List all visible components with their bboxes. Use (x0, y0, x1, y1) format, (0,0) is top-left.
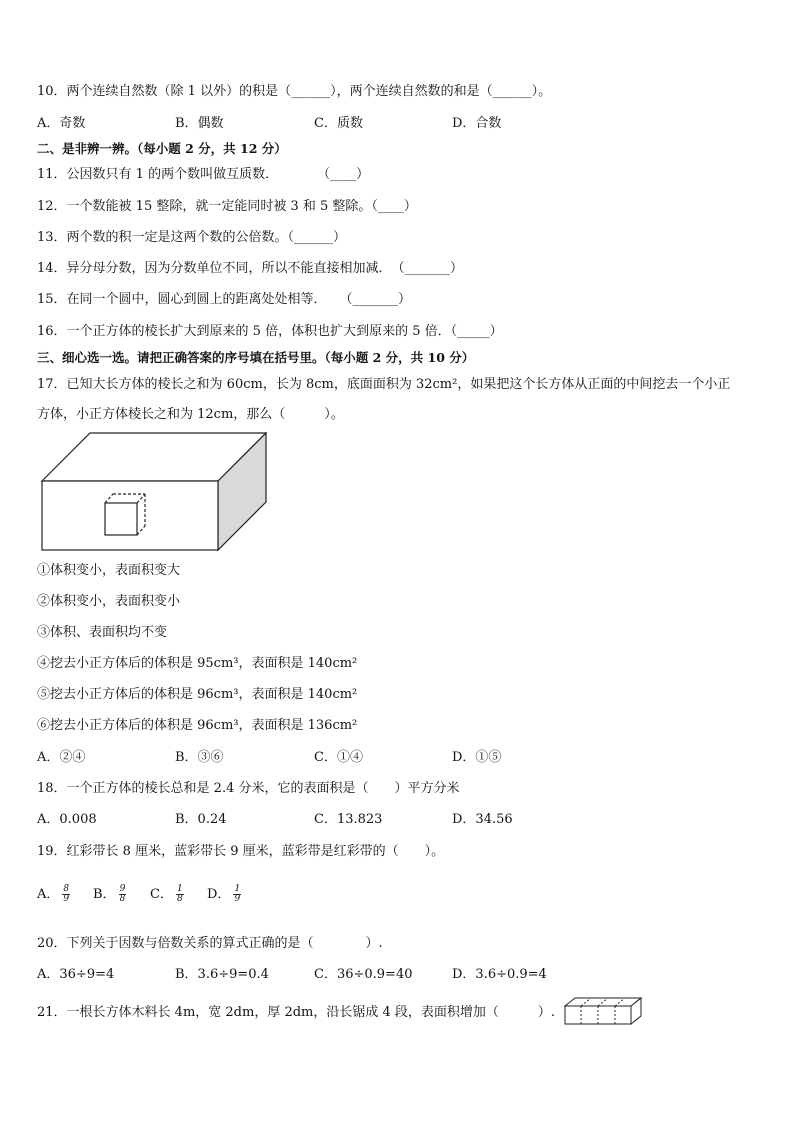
q19-option-d[interactable] (207, 885, 241, 904)
q17-statement-1: ①体积变小，表面积变大 (37, 563, 181, 578)
question-21-text: 21．一根长方体木料长 4m，宽 2dm，厚 2dm，沿长锯成 4 段，表面积增加（ ）. (37, 1005, 556, 1020)
q17-statement-4: ④挖去小正方体后的体积是 95cm³，表面积是 140cm² (37, 656, 358, 671)
q20-option-c[interactable]: C．36÷0.9=40 (314, 967, 413, 982)
question-18-text: 18．一个正方体的棱长总和是 2.4 分米，它的表面积是（ ）平方分米 (37, 781, 460, 796)
question-16-text: 16．一个正方体的棱长扩大到原来的 5 倍，体积也扩大到原来的 5 倍．（_____） (37, 324, 503, 339)
q17-statement-6: ⑥挖去小正方体后的体积是 96cm³，表面积是 136cm² (37, 718, 358, 733)
q10-option-a[interactable]: A．奇数 (37, 116, 86, 131)
q10-option-c[interactable]: C．质数 (314, 116, 363, 131)
question-10-text: 10．两个连续自然数（除 1 以外）的积是（______），两个连续自然数的和是（______）。 (37, 84, 552, 99)
q19-option-c-label: C． (150, 887, 173, 902)
q17-option-b[interactable]: B．③⑥ (175, 750, 224, 765)
q20-option-a[interactable]: A．36÷9=4 (37, 967, 115, 982)
q19-option-b-label: B． (93, 887, 116, 902)
q18-option-a[interactable]: A．0.008 (37, 812, 97, 827)
q17-option-a[interactable]: A．②④ (37, 750, 86, 765)
q19-option-a[interactable] (37, 885, 70, 904)
cuboid-diagram (38, 428, 270, 554)
question-11-text: 11．公因数只有 1 的两个数叫做互质数． （____） (37, 167, 370, 182)
q17-option-d[interactable]: D．①⑤ (452, 750, 502, 765)
fraction: $\frac{1}{9}$ (234, 884, 241, 904)
timber-diagram (562, 996, 646, 1028)
question-14-text: 14．异分母分数，因为分数单位不同，所以不能直接相加减． （_______） (37, 261, 464, 276)
q18-option-b[interactable]: B．0.24 (175, 812, 227, 827)
question-12-text: 12．一个数能被 15 整除，就一定能同时被 3 和 5 整除。（____） (37, 199, 417, 214)
q19-option-b[interactable] (93, 885, 126, 904)
q20-option-b[interactable]: B．3.6÷9=0.4 (175, 967, 269, 982)
question-13-text: 13．两个数的积一定是这两个数的公倍数。（______） (37, 230, 347, 245)
fraction: $\frac{8}{9}$ (63, 884, 70, 904)
q17-option-c[interactable]: C．①④ (314, 750, 363, 765)
q18-option-d[interactable]: D．34.56 (452, 812, 513, 827)
fraction: $\frac{1}{8}$ (176, 884, 183, 904)
q20-option-d[interactable]: D．3.6÷0.9=4 (452, 967, 547, 982)
q19-option-d-label: D． (207, 887, 231, 902)
section-3-heading: 三、细心选一选。请把正确答案的序号填在括号里。（每小题 2 分，共 10 分） (37, 350, 475, 365)
fraction: $\frac{9}{8}$ (119, 884, 126, 904)
q17-statement-5: ⑤挖去小正方体后的体积是 96cm³，表面积是 140cm² (37, 687, 358, 702)
q10-option-d[interactable]: D．合数 (452, 116, 502, 131)
question-17-line2: 方体，小正方体棱长之和为 12cm，那么（ ）。 (37, 407, 344, 422)
question-19-text: 19．红彩带长 8 厘米，蓝彩带长 9 厘米，蓝彩带是红彩带的（ ）。 (37, 844, 445, 859)
question-15-text: 15．在同一个圆中，圆心到圆上的距离处处相等． （_______） (37, 292, 412, 307)
section-2-heading: 二、是非辨一辨。（每小题 2 分，共 12 分） (37, 141, 287, 156)
question-20-text: 20．下列关于因数与倍数关系的算式正确的是（ ）. (37, 936, 383, 951)
q10-option-b[interactable]: B．偶数 (175, 116, 224, 131)
q17-statement-2: ②体积变小，表面积变小 (37, 594, 181, 609)
q17-statement-3: ③体积、表面积均不变 (37, 625, 168, 640)
q19-option-a-label: A． (37, 887, 60, 902)
q19-option-c[interactable] (150, 885, 184, 904)
question-17-line1: 17．已知大长方体的棱长之和为 60cm，长为 8cm，底面面积为 32cm²，如果把这个长方体从正面的中间挖去一个小正 (37, 377, 731, 392)
q18-option-c[interactable]: C．13.823 (314, 812, 383, 827)
